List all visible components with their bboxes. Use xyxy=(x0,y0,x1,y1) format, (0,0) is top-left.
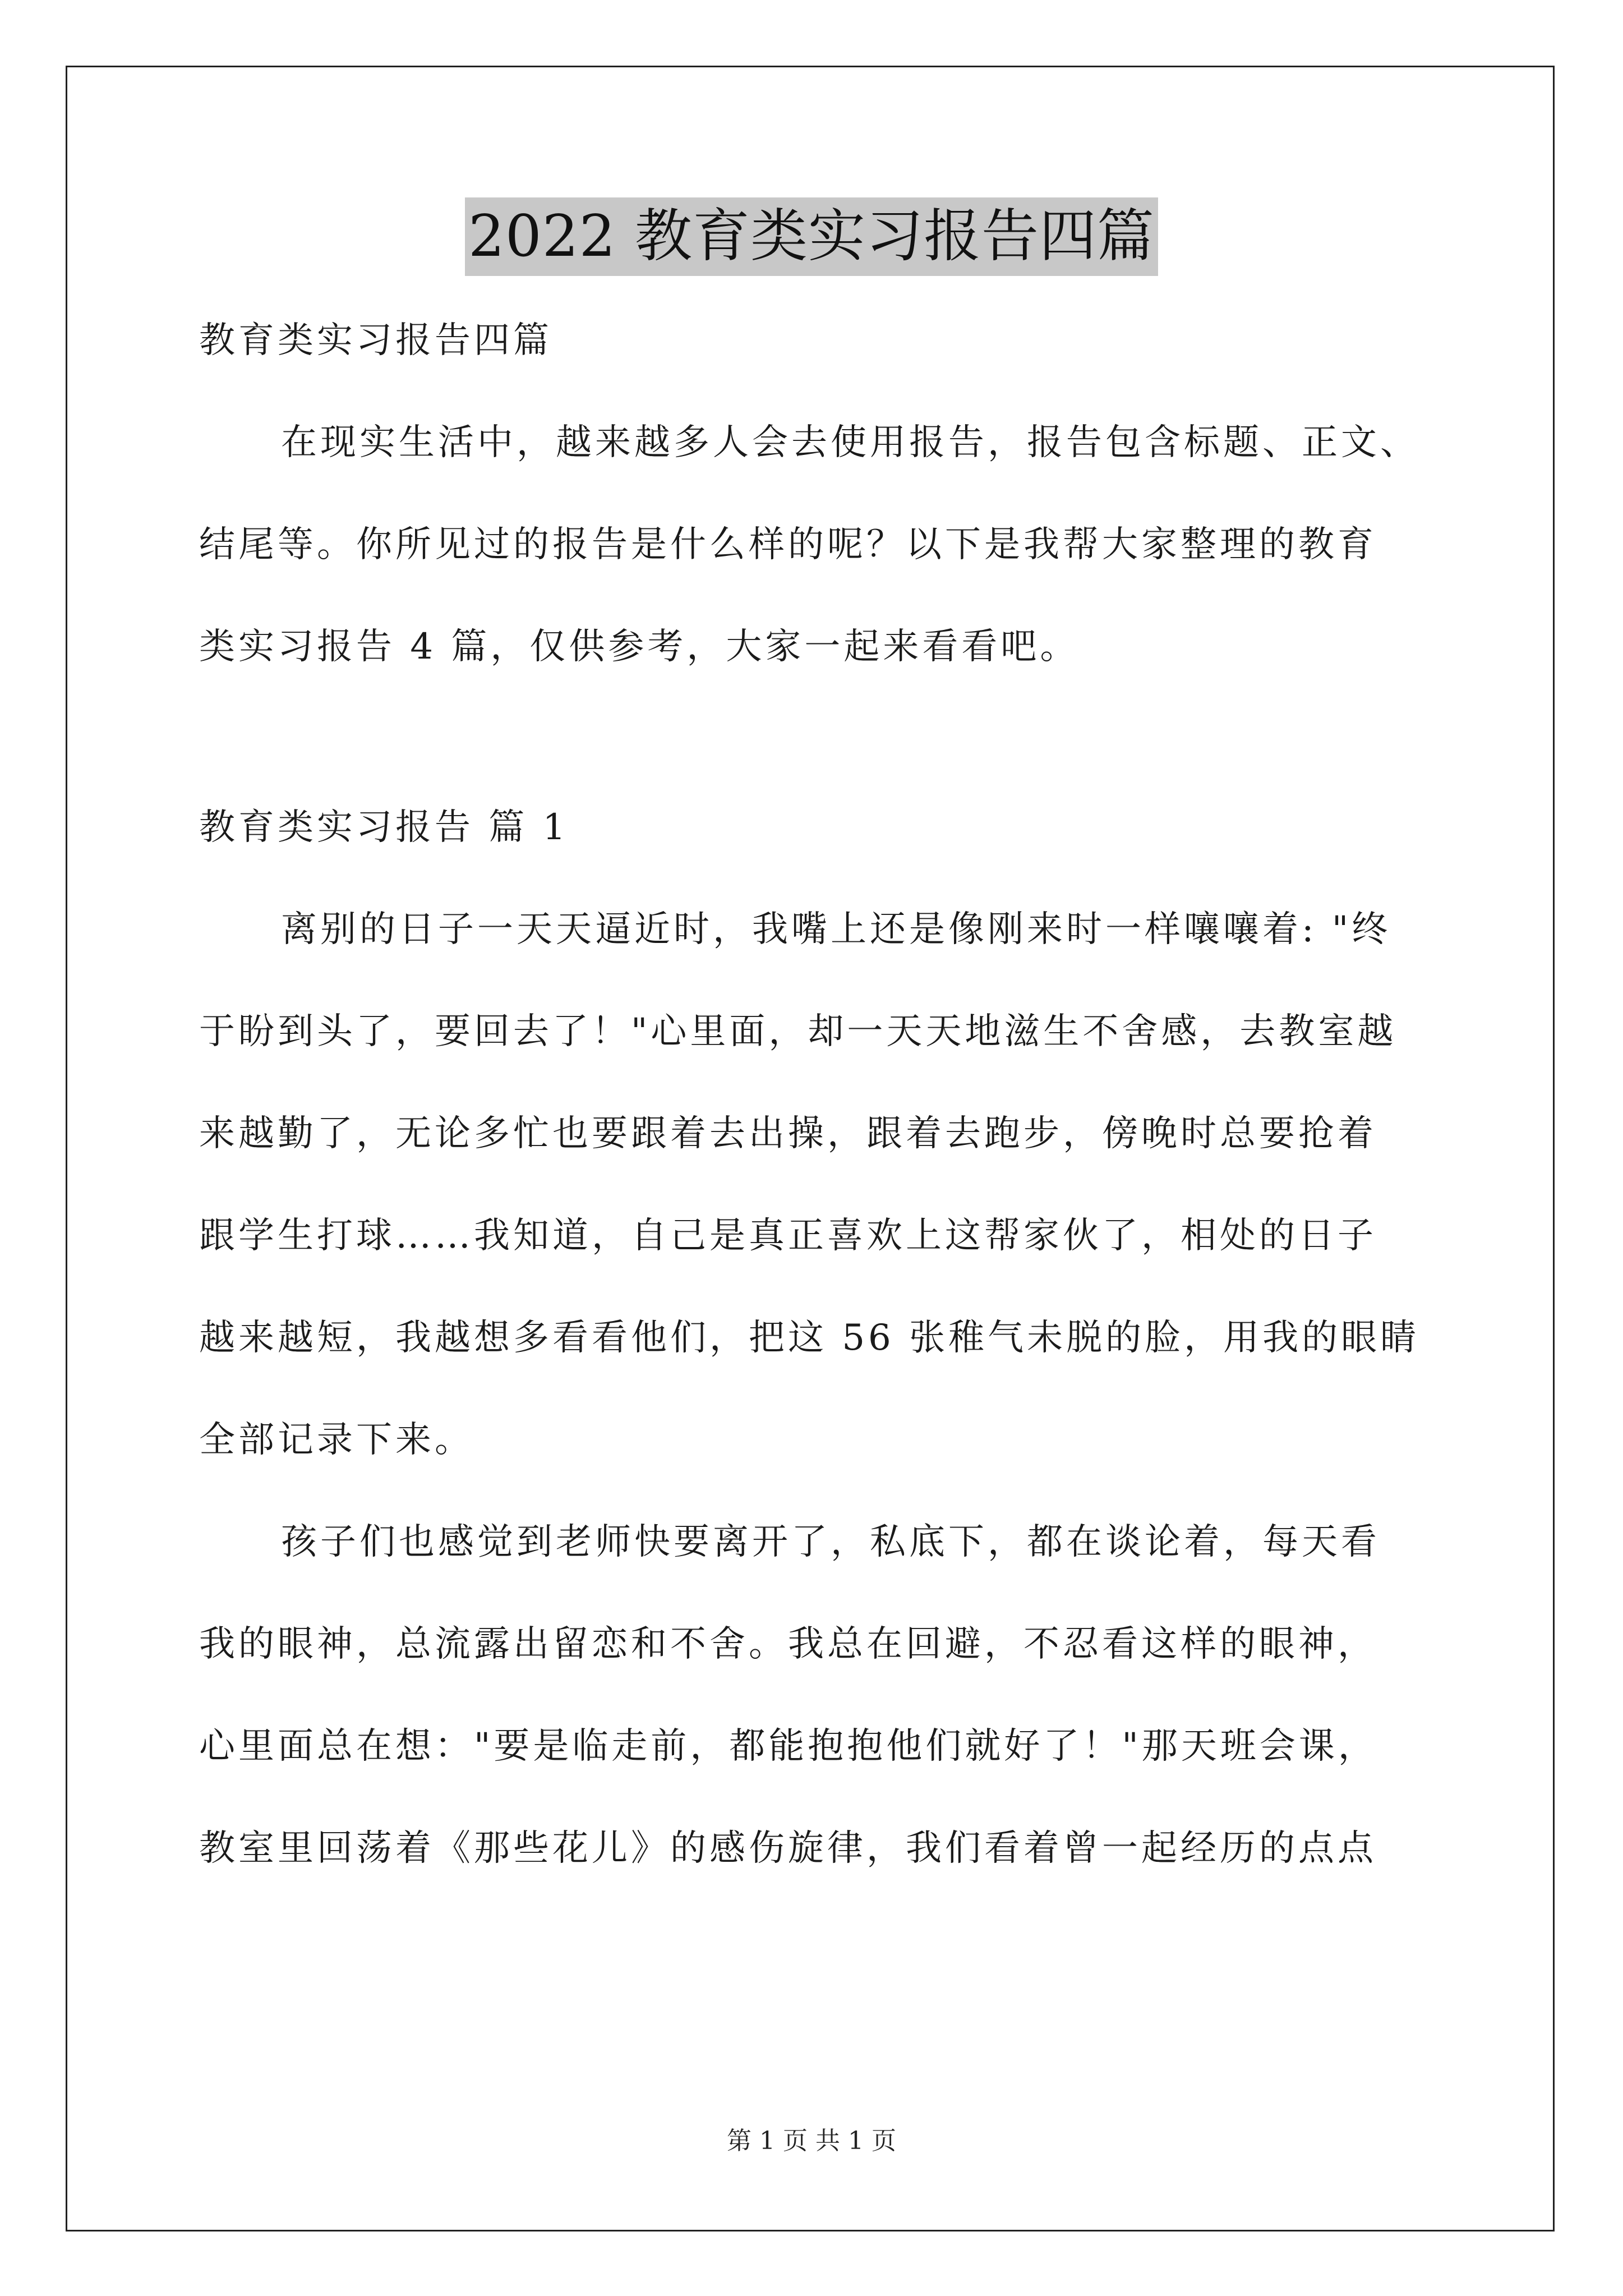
section-heading: 教育类实习报告 篇 1 xyxy=(199,807,569,848)
document-title: 2022 教育类实习报告四篇 xyxy=(465,197,1158,276)
paragraph-line: 全部记录下来。 xyxy=(199,1419,474,1461)
intro-line: 类实习报告 4 篇，仅供参考，大家一起来看看吧。 xyxy=(199,626,1080,668)
document-body xyxy=(199,310,1467,1920)
intro-line: 结尾等。你所见过的报告是什么样的呢？以下是我帮大家整理的教育 xyxy=(199,524,1377,565)
spacer xyxy=(199,718,1467,797)
intro-line: 在现实生活中，越来越多人会去使用报告，报告包含标题、正文、 xyxy=(281,422,1419,463)
paragraph-line: 越来越短，我越想多看看他们，把这 56 张稚气未脱的脸，用我的眼睛 xyxy=(199,1317,1420,1359)
paragraph-line: 离别的日子一天天逼近时，我嘴上还是像刚来时一样嚷嚷着: "终 xyxy=(281,909,1391,950)
paragraph-line: 跟学生打球……我知道，自己是真正喜欢上这帮家伙了，相处的日子 xyxy=(199,1215,1377,1257)
paragraph-line: 我的眼神，总流露出留恋和不舍。我总在回避，不忍看这样的眼神， xyxy=(199,1623,1377,1665)
paragraph-line: 于盼到头了，要回去了！"心里面，却一天天地滋生不舍感，去教室越 xyxy=(199,1011,1397,1052)
paragraph-line: 孩子们也感觉到老师快要离开了，私底下，都在谈论着，每天看 xyxy=(281,1521,1380,1563)
paragraph-line: 心里面总在想："要是临走前，都能抱抱他们就好了！"那天班会课， xyxy=(199,1726,1377,1767)
subtitle: 教育类实习报告四篇 xyxy=(199,320,552,361)
paragraph-line: 来越勤了，无论多忙也要跟着去出操，跟着去跑步，傍晚时总要抢着 xyxy=(199,1113,1377,1154)
page-footer: 第 1 页 共 1 页 xyxy=(727,2127,896,2155)
paragraph-line: 教室里回荡着《那些花儿》的感伤旋律，我们看着曾一起经历的点点 xyxy=(199,1828,1377,1869)
title-block xyxy=(0,197,1623,276)
